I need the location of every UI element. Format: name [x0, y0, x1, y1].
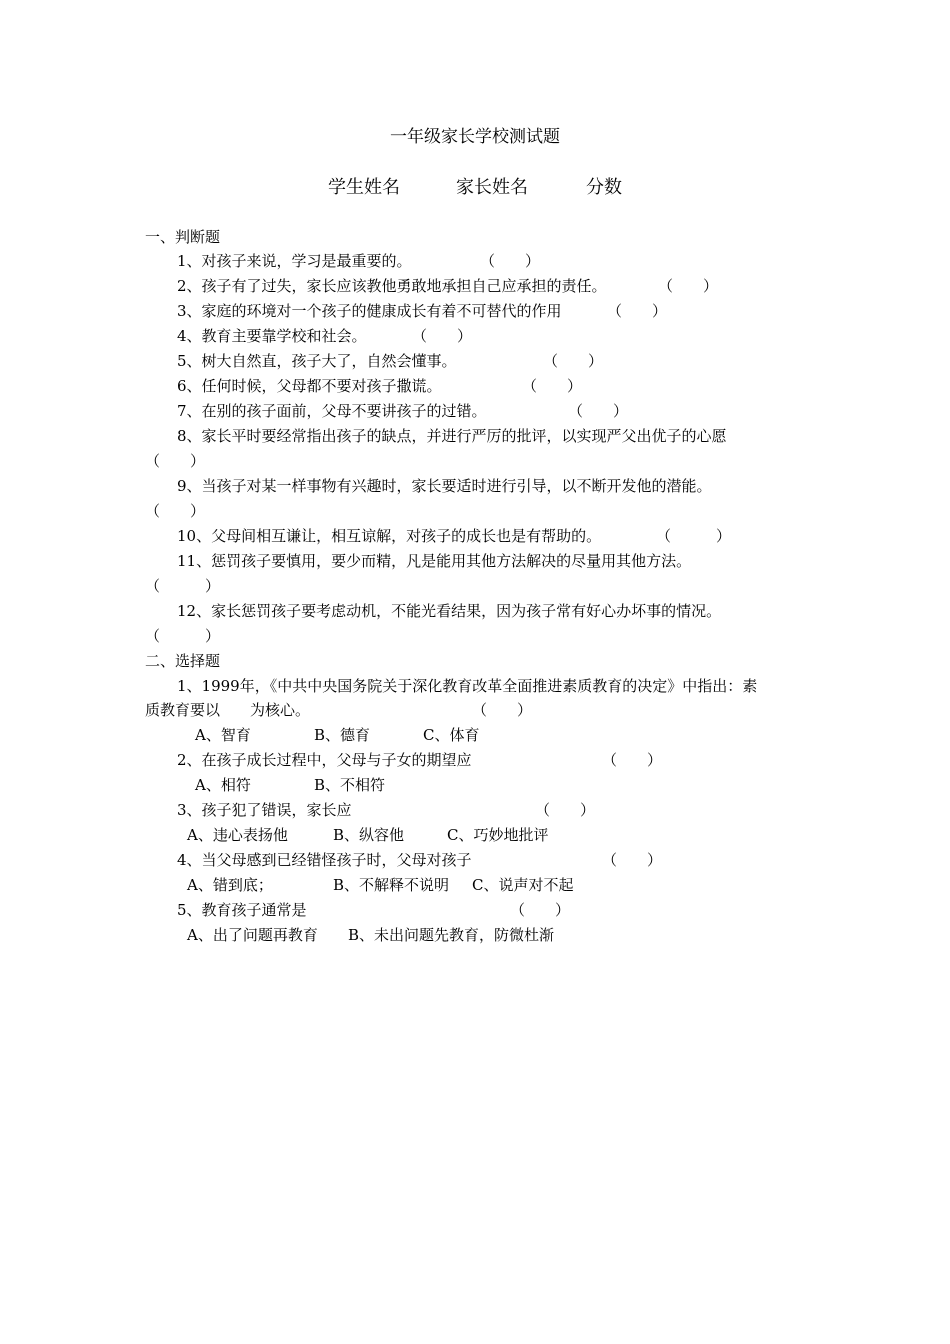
judgement-answer-12: （ ）	[145, 627, 221, 645]
judgement-item-1: 1、对孩子来说，学习是最重要的。	[177, 252, 412, 270]
choice-q3-option-c: C、巧妙地批评	[447, 826, 549, 844]
choice-q1-answer: （ ）	[472, 701, 533, 719]
choice-q1-line2: 质教育要以 为核心。	[145, 701, 311, 719]
parent-name-label: 家长姓名	[456, 177, 528, 198]
choice-q4-option-c: C、说声对不起	[472, 876, 574, 894]
judgement-answer-10: （ ）	[656, 527, 732, 545]
judgement-item-4: 4、教育主要靠学校和社会。	[177, 327, 367, 345]
page-title: 一年级家长学校测试题	[390, 127, 560, 147]
judgement-answer-9: （ ）	[145, 502, 206, 520]
judgement-answer-3: （ ）	[607, 302, 668, 320]
judgement-answer-6: （ ）	[522, 377, 583, 395]
judgement-answer-11: （ ）	[145, 577, 221, 595]
judgement-item-5: 5、树大自然直，孩子大了，自然会懂事。	[177, 352, 457, 370]
judgement-item-2: 2、孩子有了过失，家长应该教他勇敢地承担自己应承担的责任。	[177, 277, 607, 295]
choice-q2-option-b: B、不相符	[314, 776, 386, 794]
judgement-answer-4: （ ）	[412, 327, 473, 345]
judgement-item-6: 6、任何时候，父母都不要对孩子撒谎。	[177, 377, 442, 395]
choice-q2-answer: （ ）	[602, 751, 663, 769]
judgement-item-9: 9、当孩子对某一样事物有兴趣时，家长要适时进行引导，以不断开发他的潜能。	[177, 477, 712, 495]
choice-q1-option-b: B、德育	[314, 726, 371, 744]
choice-q3-answer: （ ）	[535, 801, 596, 819]
choice-q5-option-b: B、未出问题先教育，防微杜渐	[348, 926, 555, 944]
judgement-item-7: 7、在别的孩子面前，父母不要讲孩子的过错。	[177, 402, 487, 420]
choice-q1-line1: 1、1999年，《中共中央国务院关于深化教育改革全面推进素质教育的决定》中指出：素	[177, 677, 758, 695]
choice-q5-answer: （ ）	[510, 901, 571, 919]
choice-q4-option-a: A、错到底；	[187, 876, 273, 894]
section-heading-judgement: 一、判断题	[145, 228, 221, 246]
judgement-item-12: 12、家长惩罚孩子要考虑动机，不能光看结果，因为孩子常有好心办坏事的情况。	[177, 602, 722, 620]
score-label: 分数	[586, 177, 622, 198]
judgement-answer-1: （ ）	[480, 252, 541, 270]
judgement-answer-2: （ ）	[658, 277, 719, 295]
judgement-answer-8: （ ）	[145, 452, 206, 470]
student-name-label: 学生姓名	[328, 177, 400, 198]
choice-q3-option-a: A、违心表扬他	[187, 826, 288, 844]
choice-q2-option-a: A、相符	[195, 776, 251, 794]
choice-q2: 2、在孩子成长过程中，父母与子女的期望应	[177, 751, 472, 769]
judgement-item-11: 11、惩罚孩子要慎用，要少而精，凡是能用其他方法解决的尽量用其他方法。	[177, 552, 692, 570]
judgement-item-8: 8、家长平时要经常指出孩子的缺点，并进行严厉的批评，以实现严父出优子的心愿	[177, 427, 727, 445]
choice-q3: 3、孩子犯了错误，家长应	[177, 801, 352, 819]
choice-q3-option-b: B、纵容他	[333, 826, 405, 844]
judgement-answer-7: （ ）	[568, 402, 629, 420]
choice-q5-option-a: A、出了问题再教育	[187, 926, 318, 944]
choice-q5: 5、教育孩子通常是	[177, 901, 307, 919]
judgement-item-10: 10、父母间相互谦让，相互谅解，对孩子的成长也是有帮助的。	[177, 527, 602, 545]
choice-q4-answer: （ ）	[602, 851, 663, 869]
choice-q4-option-b: B、不解释不说明	[333, 876, 450, 894]
choice-q4: 4、当父母感到已经错怪孩子时，父母对孩子	[177, 851, 472, 869]
judgement-answer-5: （ ）	[543, 352, 604, 370]
choice-q1-option-c: C、体育	[423, 726, 480, 744]
judgement-item-3: 3、家庭的环境对一个孩子的健康成长有着不可替代的作用	[177, 302, 562, 320]
choice-q1-option-a: A、智育	[195, 726, 251, 744]
section-heading-choice: 二、选择题	[145, 652, 221, 670]
